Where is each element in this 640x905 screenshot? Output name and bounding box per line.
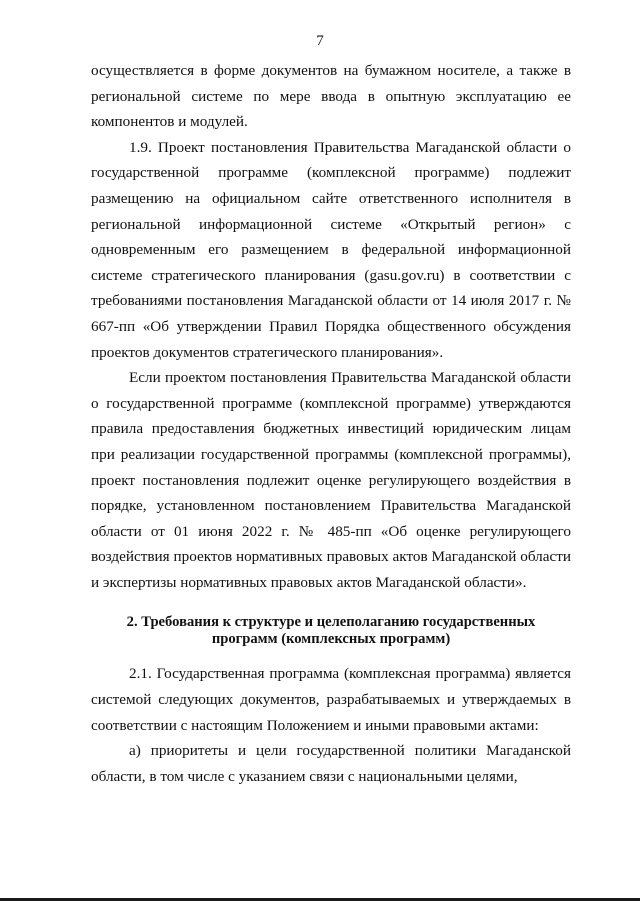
page-number: 7 — [316, 33, 324, 49]
section-heading-line-1: 2. Требования к структуре и целеполаганию государственных — [126, 614, 536, 631]
paragraph-1-9: 1.9. Проект постановления Правительства Магаданской области о государственной программе (комплексной программе) подлежит размещению на официальном сайте ответственного исполнителя в региональной информационной системе «Открытый регион» с одновременным его размещением в федеральной информационной системе стратегического планирования (gasu.gov.ru) в соответствии с требованиями постановления Магаданской области от 14 июля 2017 г. № 667-пп «Об утверждении Правил Порядка общественного обсуждения проектов документов стратегического планирования». — [91, 138, 571, 361]
document-body — [91, 58, 571, 789]
section-heading-line-2: программ (комплексных программ) — [211, 631, 451, 648]
paragraph-item-a: а) приоритеты и цели государственной политики Магаданской области, в том числе с указанием связи с национальными целями, — [91, 742, 571, 785]
paragraph-regulatory-impact: Если проектом постановления Правительства Магаданской области о государственной программе (комплексной программе) утверждаются правила предоставления бюджетных инвестиций юридическим лицам при реализации государственной программы (комплексной программы), проект постановления подлежит оценке регулирующего воздействия в порядке, установленном постановлением Правительства Магаданской области от 01 июня 2022 г. № 485-пп «Об оценке регулирующего воздействия проектов нормативных правовых актов Магаданской области и экспертизы нормативных правовых актов Магаданской области». — [91, 369, 571, 591]
paragraph-2-1: 2.1. Государственная программа (комплексная программа) является системой следующих документов, разрабатываемых и утверждаемых в соответствии с настоящим Положением и иными правовыми актами: — [91, 665, 571, 734]
scan-bottom-edge-divider — [0, 898, 640, 901]
paragraph-continuation: осуществляется в форме документов на бумажном носителе, а также в региональной системе по мере ввода в опытную эксплуатацию ее компонентов и модулей. — [91, 62, 571, 131]
section-heading-2 — [91, 614, 571, 648]
